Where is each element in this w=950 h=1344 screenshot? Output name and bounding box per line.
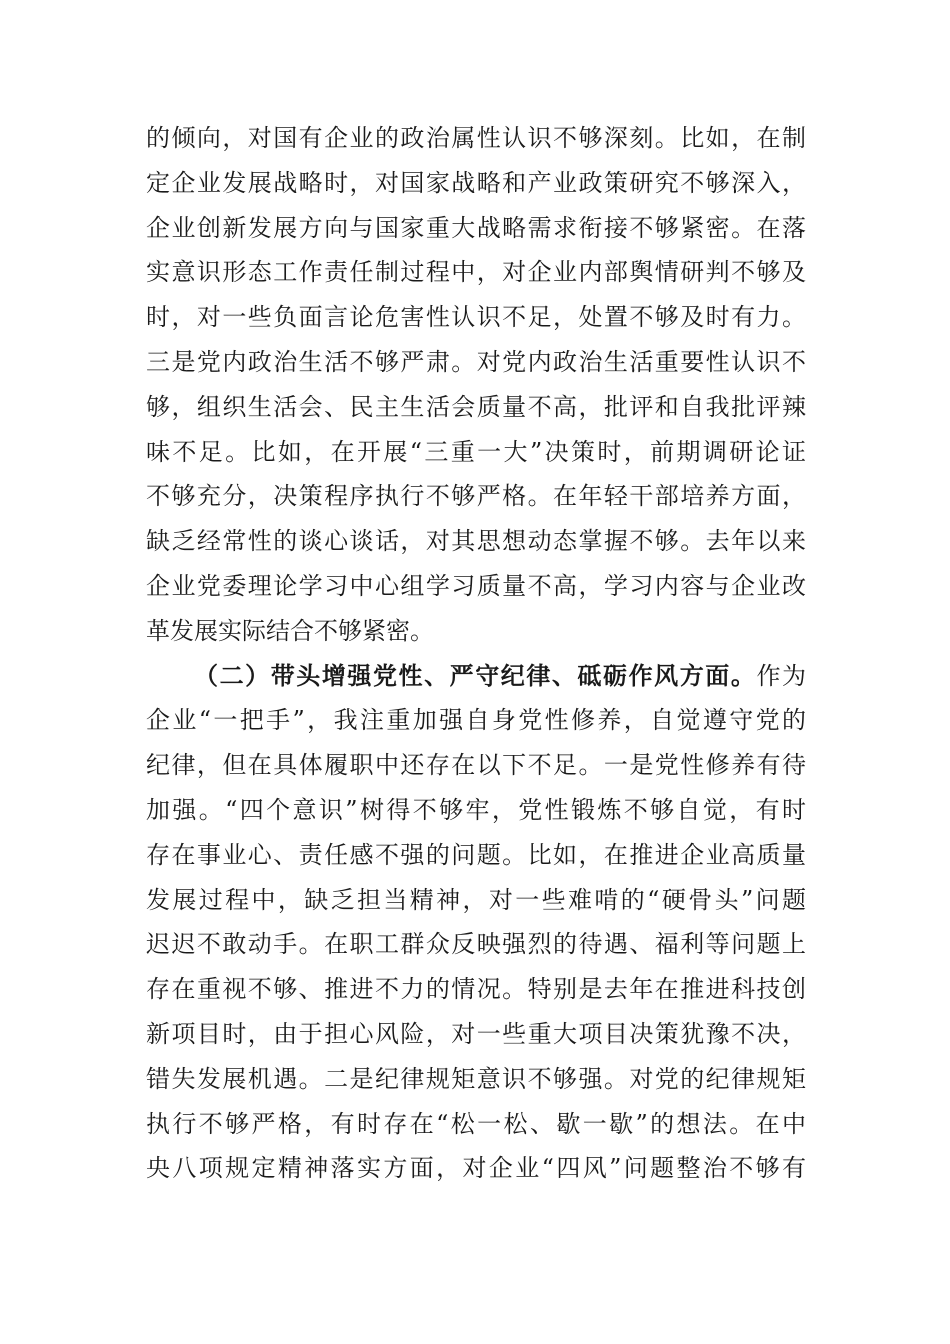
document-body xyxy=(146,116,806,1191)
text-line: 定企业发展战略时，对国家战略和产业政策研究不够深入， xyxy=(146,168,806,197)
text-line: 加强。“四个意识”树得不够牢，党性锻炼不够自觉，有时 xyxy=(146,795,806,824)
text-line: 央八项规定精神落实方面，对企业“四风”问题整治不够有 xyxy=(146,1154,806,1183)
text-line: 存在重视不够、推进不力的情况。特别是去年在推进科技创 xyxy=(146,975,806,1004)
text-line: 时，对一些负面言论危害性认识不足，处置不够及时有力。 xyxy=(146,303,806,332)
text-line: 不够充分，决策程序执行不够严格。在年轻干部培养方面， xyxy=(146,482,806,511)
text-line: 味不足。比如，在开展“三重一大”决策时，前期调研论证 xyxy=(146,437,806,466)
text-line: 企业党委理论学习中心组学习质量不高，学习内容与企业改 xyxy=(146,571,806,600)
text-line: 缺乏经常性的谈心谈话，对其思想动态掌握不够。去年以来 xyxy=(146,527,806,556)
section-heading-rest: 作为 xyxy=(756,661,807,690)
text-line: 实意识形态工作责任制过程中，对企业内部舆情研判不够及 xyxy=(146,258,806,287)
text-line: 纪律，但在具体履职中还存在以下不足。一是党性修养有待 xyxy=(146,751,806,780)
text-line: 革发展实际结合不够紧密。 xyxy=(146,616,434,645)
text-line: 发展过程中，缺乏担当精神，对一些难啃的“硬骨头”问题 xyxy=(146,885,806,914)
section-heading: （二）带头增强党性、严守纪律、砥砺作风方面。 xyxy=(194,660,757,690)
text-line: 迟迟不敢动手。在职工群众反映强烈的待遇、福利等问题上 xyxy=(146,930,806,959)
text-line: 存在事业心、责任感不强的问题。比如，在推进企业高质量 xyxy=(146,840,806,869)
text-line: 新项目时，由于担心风险，对一些重大项目决策犹豫不决， xyxy=(146,1019,806,1048)
text-line: 的倾向，对国有企业的政治属性认识不够深刻。比如，在制 xyxy=(146,124,806,152)
text-line: 企业创新发展方向与国家重大战略需求衔接不够紧密。在落 xyxy=(146,213,806,242)
text-line: 三是党内政治生活不够严肃。对党内政治生活重要性认识不 xyxy=(146,347,806,376)
text-line: 错失发展机遇。二是纪律规矩意识不够强。对党的纪律规矩 xyxy=(146,1064,806,1093)
text-line: 够，组织生活会、民主生活会质量不高，批评和自我批评辣 xyxy=(146,392,806,421)
text-line: 企业“一把手”，我注重加强自身党性修养，自觉遵守党的 xyxy=(146,706,806,735)
text-line: 执行不够严格，有时存在“松一松、歇一歇”的想法。在中 xyxy=(146,1109,806,1138)
section-heading-line xyxy=(146,654,806,699)
